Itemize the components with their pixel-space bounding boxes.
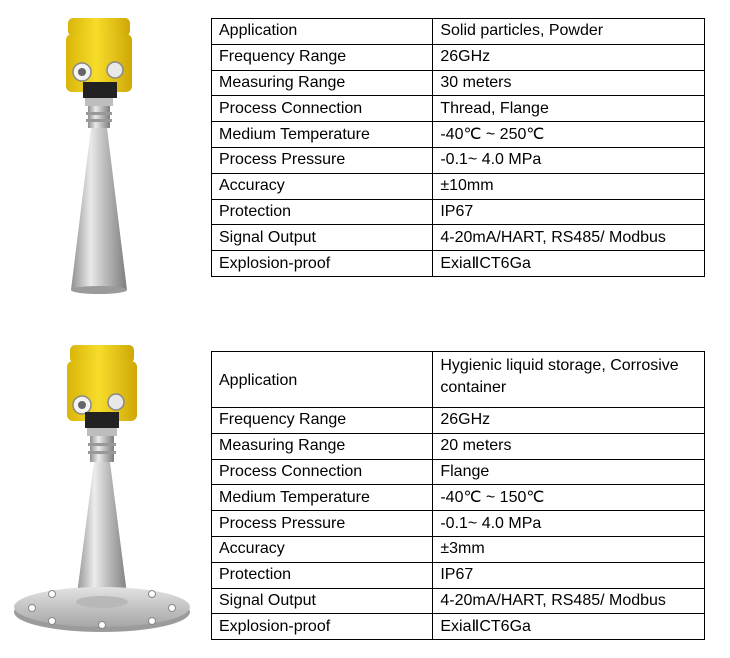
spec-value: 4-20mA/HART, RS485/ Modbus [433, 588, 705, 614]
table-row [212, 225, 705, 251]
spec-value: 26GHz [433, 408, 705, 434]
table-row [212, 147, 705, 173]
table-row [212, 536, 705, 562]
table-row [212, 44, 705, 70]
spec-table-1 [211, 18, 705, 277]
spec-label: Accuracy [212, 173, 433, 199]
spec-label: Application [212, 352, 433, 408]
spec-label: Application [212, 19, 433, 45]
spec-label: Process Connection [212, 459, 433, 485]
spec-value: 4-20mA/HART, RS485/ Modbus [433, 225, 705, 251]
spec-label: Signal Output [212, 225, 433, 251]
table-row [212, 485, 705, 511]
spec-label: Protection [212, 199, 433, 225]
table-row [212, 511, 705, 537]
spec-value: 26GHz [433, 44, 705, 70]
table-row [212, 433, 705, 459]
table-row [212, 588, 705, 614]
spec-label: Measuring Range [212, 70, 433, 96]
spec-value: Flange [433, 459, 705, 485]
spec-value: Solid particles, Powder [433, 19, 705, 45]
spec-value: -40℃ ~ 250℃ [433, 122, 705, 148]
radar-level-meter-flange-image [12, 340, 192, 640]
table-row [212, 459, 705, 485]
radar-level-meter-horn-image [55, 12, 155, 302]
table-row [212, 352, 705, 408]
spec-label: Process Pressure [212, 147, 433, 173]
table-row [212, 122, 705, 148]
spec-value: Hygienic liquid storage, Corrosive container [433, 352, 705, 408]
spec-value: -40℃ ~ 150℃ [433, 485, 705, 511]
spec-label: Frequency Range [212, 44, 433, 70]
table-row [212, 199, 705, 225]
table-row [212, 614, 705, 640]
spec-label: Process Connection [212, 96, 433, 122]
spec-value: IP67 [433, 199, 705, 225]
spec-label: Process Pressure [212, 511, 433, 537]
spec-value: -0.1~ 4.0 MPa [433, 147, 705, 173]
spec-table-2 [211, 351, 705, 640]
spec-value: ExiaⅡCT6Ga [433, 614, 705, 640]
spec-value: -0.1~ 4.0 MPa [433, 511, 705, 537]
spec-value: ±10mm [433, 173, 705, 199]
spec-label: Medium Temperature [212, 122, 433, 148]
spec-value: Thread, Flange [433, 96, 705, 122]
spec-value: IP67 [433, 562, 705, 588]
spec-label: Protection [212, 562, 433, 588]
spec-label: Explosion-proof [212, 251, 433, 277]
table-row [212, 96, 705, 122]
spec-label: Medium Temperature [212, 485, 433, 511]
spec-label: Accuracy [212, 536, 433, 562]
spec-label: Measuring Range [212, 433, 433, 459]
table-row [212, 251, 705, 277]
spec-value: ±3mm [433, 536, 705, 562]
table-row [212, 70, 705, 96]
table-row [212, 19, 705, 45]
spec-label: Explosion-proof [212, 614, 433, 640]
spec-label: Frequency Range [212, 408, 433, 434]
spec-value: 30 meters [433, 70, 705, 96]
spec-label: Signal Output [212, 588, 433, 614]
spec-value: ExiaⅡCT6Ga [433, 251, 705, 277]
table-row [212, 173, 705, 199]
table-row [212, 408, 705, 434]
table-row [212, 562, 705, 588]
spec-value: 20 meters [433, 433, 705, 459]
